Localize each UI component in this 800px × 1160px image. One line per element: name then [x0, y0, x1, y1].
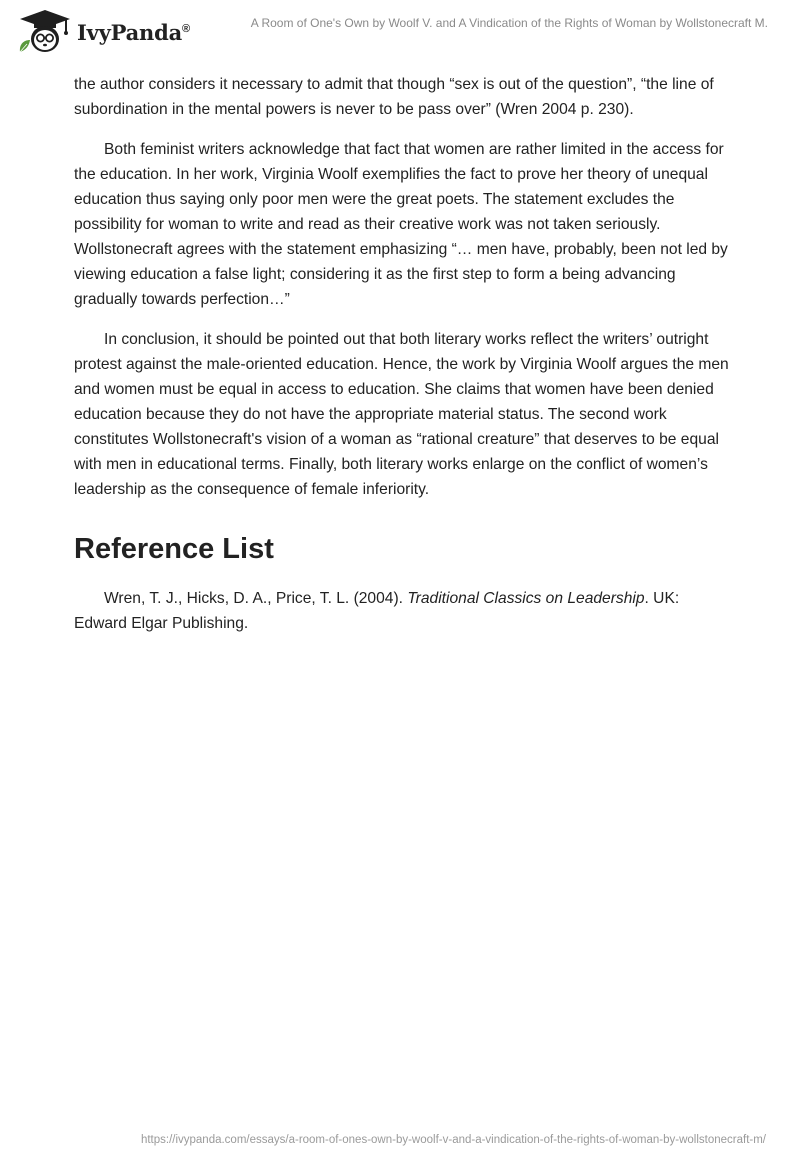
reference-publisher: . UK: Edward Elgar Publishing. [74, 590, 680, 632]
reference-entry [74, 586, 734, 636]
document-title: A Room of One's Own by Woolf V. and A Vindication of the Rights of Woman by Wollstonecraft M. [250, 16, 768, 30]
paragraph-education-access: Both feminist writers acknowledge that fact that women are rather limited in the access for the education. In her work, Virginia Woolf exemplifies the fact to prove her theory of unequal education thus saying only poor men were the great poets. The statement excludes the possibility for woman to write and read as their creative work was not taken seriously. Wollstonecraft agrees with the statement emphasizing “… men have, probably, been not led by viewing education a false light; considering it as the first step to form a being advancing gradually towards perfection…” [74, 141, 728, 308]
source-url-link[interactable]: https://ivypanda.com/essays/a-room-of-ones-own-by-woolf-v-and-a-vindication-of-the-rights-of-woman-by-wollstonecraft-m/ [140, 1134, 766, 1146]
reference-list-heading: Reference List [74, 533, 274, 565]
reference-authors: Wren, T. J., Hicks, D. A., Price, T. L. (2004). [104, 590, 408, 607]
essay-content [74, 72, 734, 651]
logo-text: IvyPanda® [77, 19, 190, 45]
reference-title: Traditional Classics on Leadership [407, 590, 645, 607]
panda-graduate-icon [14, 8, 76, 56]
paragraph-continuation: the author considers it necessary to admit that though “sex is out of the question”, “the line of subordination in the mental powers is never to be pass over” (Wren 2004 p. 230). [74, 76, 714, 118]
page-header [0, 0, 800, 70]
paragraph-conclusion: In conclusion, it should be pointed out that both literary works reflect the writers’ outright protest against the male-oriented education. Hence, the work by Virginia Woolf argues the men and women must be equal in access to education. She claims that women have been denied education because they do not have the appropriate material status. The second work constitutes Wollstonecraft's vision of a woman as “rational creature” that deserves to be equal with men in educational terms. Finally, both literary works enlarge on the conflict of women’s leadership as the consequence of female inferiority. [74, 331, 729, 498]
ivypanda-logo[interactable] [14, 8, 190, 56]
